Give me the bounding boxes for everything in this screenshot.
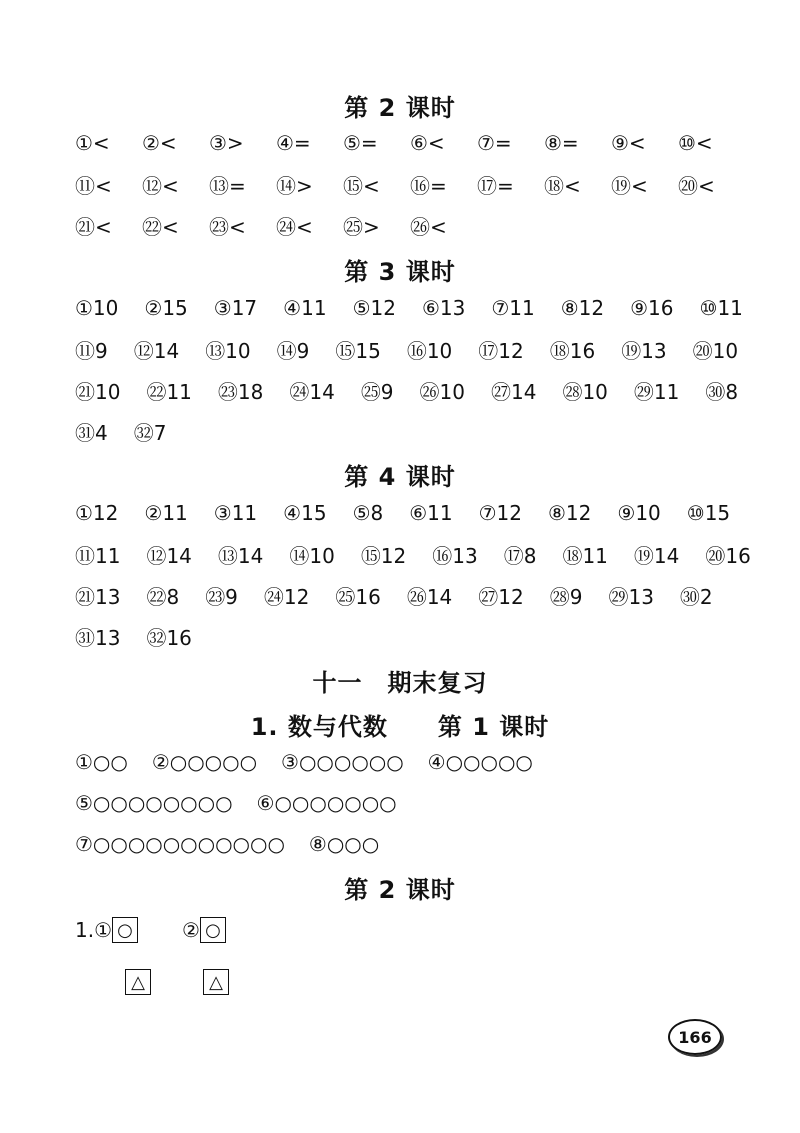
answer-row [75, 788, 397, 818]
answer-item: ⑳16 [705, 543, 751, 568]
triangle-box-1: △ [125, 969, 151, 995]
section-title-lesson-4: 第 4 课时 [344, 463, 456, 491]
answer-item: ⑰= [477, 173, 514, 198]
answer-item: ④○○○○○ [427, 750, 533, 774]
answer-item: ②< [142, 131, 177, 155]
page-number: 166 [668, 1019, 722, 1055]
answer-item: ③> [209, 131, 244, 155]
answer-item: ⑳10 [692, 338, 739, 363]
answer-item: ①○○ [75, 750, 128, 774]
answer-item: ⑤8 [352, 501, 384, 525]
answer-item: ⑯13 [432, 543, 478, 568]
question-1-row [75, 915, 226, 945]
answer-item: ⑭10 [289, 543, 335, 568]
answer-item: ⑲< [611, 173, 648, 198]
answer-item: ⑱< [544, 173, 581, 198]
answer-item: ㉓18 [217, 379, 264, 404]
answer-item: ⑦11 [491, 296, 535, 320]
answer-item: ⑬= [209, 173, 246, 198]
answer-item: ③○○○○○○ [281, 750, 404, 774]
answer-item: ㉚8 [705, 379, 739, 404]
answer-item: ⑨16 [630, 296, 674, 320]
answer-1-label: ① [94, 918, 113, 942]
chapter-title: 十一 期末复习 [312, 669, 488, 697]
question-number: 1. [75, 918, 95, 942]
answer-1-box: ○ [112, 917, 138, 943]
answer-item: ⑥11 [409, 501, 453, 525]
answer-item: ⑭9 [276, 338, 310, 363]
answer-item: ⑪11 [75, 543, 121, 568]
answer-item: ㉑10 [75, 379, 121, 404]
answer-item: ⑥< [410, 131, 445, 155]
answer-item: ⑪< [75, 173, 112, 198]
answer-row [75, 539, 777, 569]
answer-item: ⑦= [477, 131, 512, 155]
answer-item: ㉖10 [419, 379, 465, 404]
answer-item: ⑨< [611, 131, 646, 155]
answer-item: ②15 [144, 296, 188, 320]
answer-item: ⑥○○○○○○○ [256, 791, 397, 815]
answer-item: ②○○○○○ [151, 750, 258, 774]
answer-item: ⑬14 [217, 543, 264, 568]
section-title-lesson-3: 第 3 课时 [344, 258, 456, 286]
answer-item: ⑤12 [352, 296, 396, 320]
answer-item: ⑦12 [478, 501, 522, 525]
answer-item: ㉒< [142, 214, 179, 239]
answer-item: ⑱16 [549, 338, 596, 363]
answer-item: ①< [75, 131, 110, 155]
answer-item: ㉑13 [75, 584, 121, 609]
answer-item: ①10 [75, 296, 119, 320]
answer-item: ㉖< [410, 214, 447, 239]
answer-item: ㉘9 [549, 584, 583, 609]
answer-item: ⑤○○○○○○○○ [75, 791, 233, 815]
answer-row [75, 210, 447, 240]
answer-row [75, 375, 764, 405]
question-1-second-row [125, 967, 229, 997]
answer-item: ㉙11 [633, 379, 680, 404]
answer-item: ㉕16 [335, 584, 381, 609]
answer-item: ⑨10 [617, 501, 661, 525]
answer-item: ㉚2 [679, 584, 713, 609]
answer-item: ⑪9 [75, 338, 108, 363]
answer-item: ⑯= [410, 173, 447, 198]
subsection-title: 1. 数与代数 第 1 课时 [250, 713, 550, 741]
answer-item: ⑯10 [406, 338, 453, 363]
answer-item: ⑩15 [686, 501, 731, 525]
answer-item: ⑰12 [478, 338, 524, 363]
answer-item: ③17 [213, 296, 258, 320]
answer-item: ⑳< [678, 173, 715, 198]
answer-row [75, 498, 756, 528]
answer-row [75, 416, 192, 446]
answer-item: ㉓< [209, 214, 246, 239]
answer-item: ⑧= [544, 131, 579, 155]
answer-item: ⑮12 [360, 543, 407, 568]
answer-item: ⑱11 [562, 543, 608, 568]
answer-item: ②11 [144, 501, 188, 525]
answer-item: ㉖14 [406, 584, 453, 609]
answer-item: ⑤= [343, 131, 378, 155]
answer-item: ㉘10 [562, 379, 608, 404]
answer-item: ㉕> [343, 214, 380, 239]
answer-item: ④11 [283, 296, 327, 320]
answer-item: ⑫14 [146, 543, 192, 568]
answer-item: ㉔< [276, 214, 313, 239]
answer-row [75, 169, 715, 199]
answer-item: ⑰8 [503, 543, 537, 568]
answer-item: ⑭> [276, 173, 313, 198]
answer-item: ㉛4 [75, 420, 108, 445]
answer-item: ⑥13 [421, 296, 466, 320]
answer-item: ㉔12 [263, 584, 310, 609]
section-title-lesson-2: 第 2 课时 [344, 94, 456, 122]
answer-2-label: ② [182, 918, 200, 942]
answer-item: ㉜16 [146, 625, 192, 650]
answer-row [75, 829, 379, 859]
answer-item: ⑧○○○ [308, 832, 380, 856]
answer-item: ③11 [213, 501, 258, 525]
answer-item: ⑩11 [699, 296, 743, 320]
answer-row [75, 334, 764, 364]
answer-item: ①12 [75, 501, 119, 525]
answer-item: ⑫< [142, 173, 179, 198]
section-title-review-lesson-2: 第 2 课时 [344, 876, 456, 904]
answer-item: ㉑< [75, 214, 112, 239]
answer-item: ⑫14 [133, 338, 180, 363]
answer-item: ⑧12 [548, 501, 592, 525]
answer-item: ㉜7 [133, 420, 167, 445]
answer-row [75, 580, 739, 610]
answer-item: ⑮15 [335, 338, 381, 363]
answer-item: ㉙13 [608, 584, 654, 609]
answer-row [75, 128, 713, 158]
answer-item: ㉗14 [491, 379, 537, 404]
answer-item: ⑲14 [633, 543, 680, 568]
answer-item: ㉗12 [478, 584, 524, 609]
answer-row [75, 621, 218, 651]
answer-item: ⑩< [678, 131, 713, 155]
answer-item: ㉕9 [360, 379, 394, 404]
answer-item: ⑬10 [205, 338, 251, 363]
answer-item: ㉒11 [146, 379, 192, 404]
answer-item: ㉒8 [146, 584, 180, 609]
answer-item: ⑮< [343, 173, 380, 198]
answer-item: ㉓9 [205, 584, 238, 609]
answer-row [75, 293, 769, 323]
answer-item: ⑧12 [560, 296, 605, 320]
answer-item: ㉛13 [75, 625, 121, 650]
answer-item: ④= [276, 131, 311, 155]
answer-item: ④15 [283, 501, 327, 525]
answer-row [75, 747, 533, 777]
answer-item: ㉔14 [289, 379, 335, 404]
answer-2-box: ○ [200, 917, 226, 943]
answer-item: ⑦○○○○○○○○○○○ [75, 832, 285, 856]
answer-item: ⑲13 [621, 338, 667, 363]
triangle-box-2: △ [203, 969, 229, 995]
